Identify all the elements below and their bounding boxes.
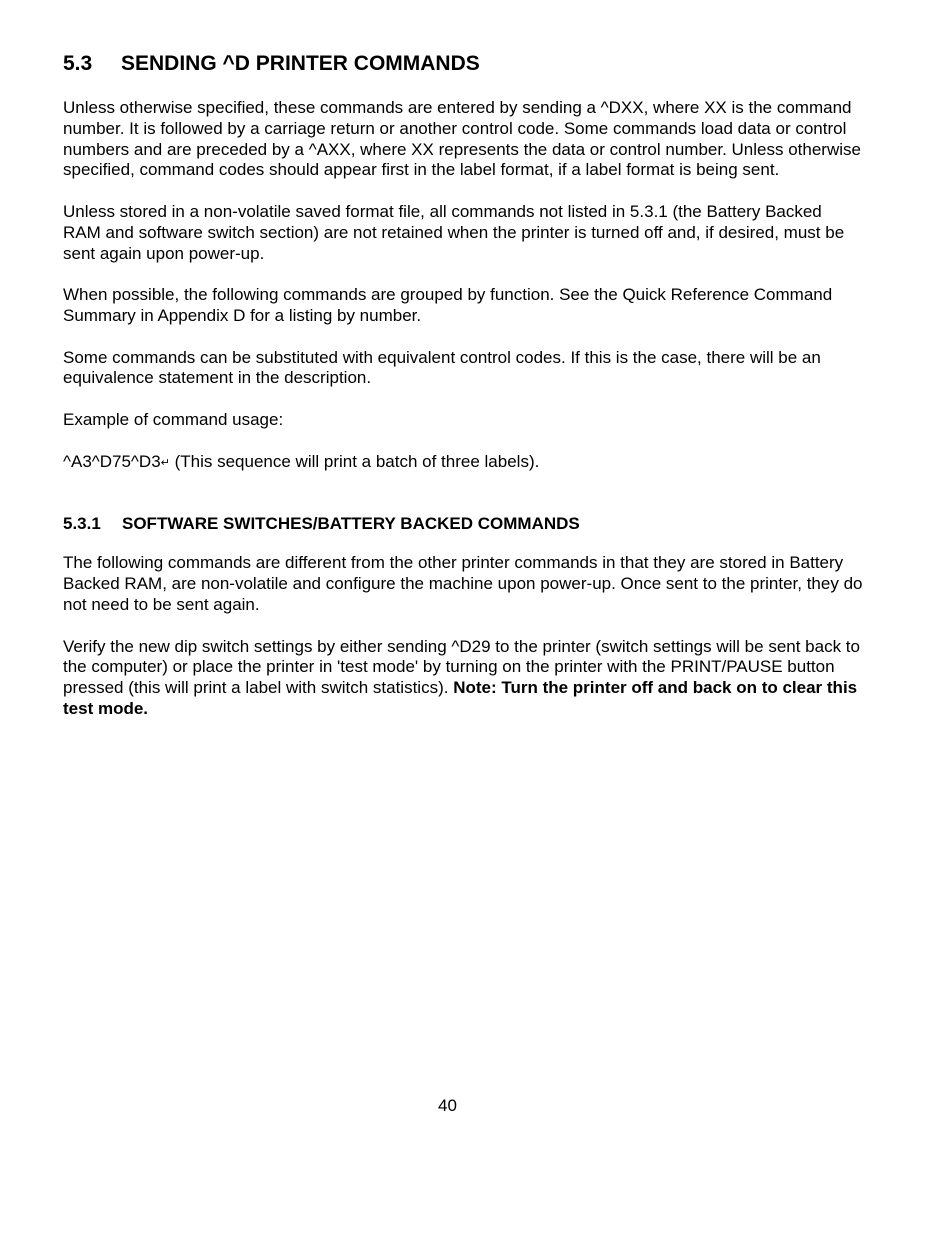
subsection-heading	[63, 513, 863, 535]
retention-paragraph: Unless stored in a non-volatile saved format file, all commands not listed in 5.3.1 (the Battery Backed RAM and software switch section) are not retained when the printer is turned off and, if desired, must be sent again upon power-up.	[63, 201, 845, 263]
section-heading	[63, 50, 863, 78]
example-command	[63, 452, 863, 474]
section-number: 5.3	[63, 52, 93, 75]
test-mode-note: Note: Turn the printer off and back on to clear this test mode.	[63, 678, 858, 718]
intro-paragraph: Unless otherwise specified, these commands are entered by sending a ^DXX, where XX is the command number. It is followed by a carriage return or another control code. Some commands load data or control numbers and are preceded by a ^AXX, where XX represents the data or control number. Unless otherwise specified, command codes should appear first in the label format, if a label format is being sent.	[63, 98, 861, 180]
verify-text: Verify the new dip switch settings by either sending ^D29 to the printer (switch settings will be sent back to the computer) or place the printer in 'test mode' by turning on the printer with the PRINT/PAUSE button pressed (this will print a label with switch statistics).	[63, 636, 860, 698]
battery-backed-paragraph: The following commands are different from the other printer commands in that they are stored in Battery Backed RAM, are non-volatile and configure the machine upon power-up. Once sent to the printer, they do not need to be sent again.	[63, 553, 863, 614]
example-label: Example of command usage:	[63, 409, 284, 429]
subsection-title: SOFTWARE SWITCHES/BATTERY BACKED COMMANDS	[122, 514, 580, 534]
document-page	[63, 50, 863, 741]
example-description: (This sequence will print a batch of three labels).	[169, 451, 540, 471]
substitution-paragraph: Some commands can be substituted with equivalent control codes. If this is the case, there will be an equivalence statement in the description.	[63, 347, 821, 388]
page-number: 40	[438, 1096, 457, 1115]
verify-paragraph	[63, 637, 863, 720]
section-title: SENDING ^D PRINTER COMMANDS	[121, 52, 480, 75]
subsection-number: 5.3.1	[63, 514, 101, 534]
example-code: ^A3^D75^D3	[63, 451, 161, 471]
return-icon: ↵	[160, 456, 170, 469]
grouping-paragraph: When possible, the following commands are grouped by function. See the Quick Reference Command Summary in Appendix D for a listing by number.	[63, 285, 833, 325]
